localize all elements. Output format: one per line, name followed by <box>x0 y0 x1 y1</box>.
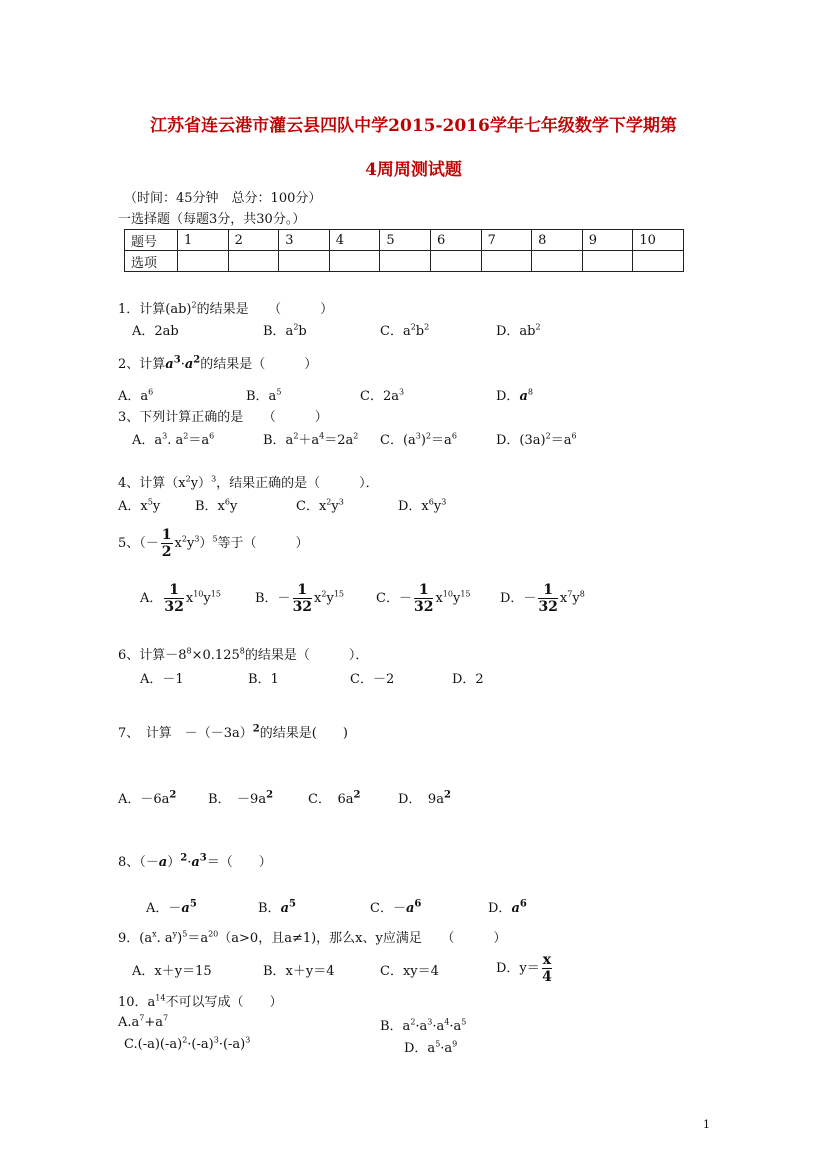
table-cell: 5 <box>380 230 431 251</box>
fraction: $\frac{x}{4}$ <box>542 952 552 985</box>
table-cell: 4 <box>329 230 380 251</box>
q2-option-d: D．$a^8$ <box>496 387 533 404</box>
q4-option-b: B．$x^6y$ <box>195 497 238 514</box>
fraction: $\frac{1}{32}$ <box>413 582 434 615</box>
q9-option-d: D．y＝ $\frac{x}{4}$ <box>496 952 552 985</box>
table-cell: 1 <box>178 230 229 251</box>
q2-option-c: C．$2a^3$ <box>360 387 405 404</box>
q7-option-a: A．$-6a^2$ <box>118 789 177 807</box>
q2-option-b: B．$a^5$ <box>246 387 282 404</box>
q8-option-b: B．$a^5$ <box>258 898 296 916</box>
table-cell: 2 <box>228 230 279 251</box>
answer-cell[interactable] <box>633 251 684 272</box>
q3-option-c: C．$(a^3)^2=a^6$ <box>380 431 457 448</box>
question-4: 4、计算$(x^2y)^3$，结果正确的是（ ）． <box>118 474 379 491</box>
question-8: 8、$(-a)^2\cdot a^3=$（ ） <box>118 852 272 870</box>
question-5: 5、（－ $\frac{1}{2}$ $x^2y^3)^5$等于（ ） <box>118 527 309 560</box>
q3-option-a: A．$a^3$. $a^2=a^6$ <box>132 431 215 448</box>
q1-option-d: D．$ab^2$ <box>496 322 541 339</box>
q7-option-b: B． $-9a^2$ <box>208 789 274 807</box>
table-row <box>125 230 684 251</box>
q6-option-d: D．2 <box>452 672 484 687</box>
answer-cell[interactable] <box>481 251 532 272</box>
question-2: 2、计算$a^3\cdot a^2$的结果是（ ） <box>118 354 318 372</box>
question-9: 9．($a^x$. $a^y)^5=a^{20}(a>0$，且a≠1)，那么x、y应满足 （ ） <box>118 929 507 946</box>
q5-option-b: B．－ $\frac{1}{32}$ $x^2y^{15}$ <box>255 582 345 615</box>
q10-option-d: D．$a^5\cdot a^9$ <box>404 1039 458 1056</box>
q1-option-a: A．2ab <box>132 324 179 339</box>
q4-option-c: C．$x^2y^3$ <box>296 497 344 514</box>
q5-option-d: D．－ $\frac{1}{32}$ $x^7y^8$ <box>500 582 585 615</box>
table-cell: 10 <box>633 230 684 251</box>
table-cell: 选项 <box>125 251 178 272</box>
section-heading: 一选择题（每题3分，共30分。） <box>118 212 306 227</box>
q2-option-a: A．$a^6$ <box>118 387 154 404</box>
question-7: 7、 计算 $-(-3a)^2$的结果是( ) <box>118 723 348 741</box>
answer-cell[interactable] <box>279 251 330 272</box>
q9-option-b: B．x＋y＝4 <box>263 964 335 979</box>
q7-option-d: D． $9a^2$ <box>398 789 451 807</box>
answer-cell[interactable] <box>430 251 481 272</box>
table-row <box>125 251 684 272</box>
q1-option-c: C．$a^2b^2$ <box>380 322 430 339</box>
answer-table <box>124 229 684 272</box>
q1-option-b: B．$a^2b$ <box>263 322 307 339</box>
q3-option-b: B．$a^2+a^4=2a^2$ <box>263 431 359 448</box>
q5-option-a: A． $\frac{1}{32}$ $x^{10}y^{15}$ <box>140 582 221 615</box>
answer-cell[interactable] <box>178 251 229 272</box>
answer-cell[interactable] <box>582 251 633 272</box>
fraction: $\frac{1}{32}$ <box>292 582 313 615</box>
table-cell: 题号 <box>125 230 178 251</box>
q4-option-d: D．$x^6y^3$ <box>398 497 447 514</box>
q8-option-a: A．$-a^5$ <box>146 898 197 916</box>
q6-option-a: A．－1 <box>140 672 184 687</box>
q10-option-b: B．$a^2\cdot a^3\cdot a^4\cdot a^5$ <box>380 1017 467 1034</box>
q6-option-b: B．1 <box>248 672 279 687</box>
q8-option-d: D．$a^6$ <box>488 898 527 916</box>
answer-cell[interactable] <box>532 251 583 272</box>
q5-option-c: C．－ $\frac{1}{32}$ $x^{10}y^{15}$ <box>376 582 471 615</box>
answer-cell[interactable] <box>329 251 380 272</box>
q10-option-a: $A.a^7+a^7$ <box>118 1013 169 1030</box>
answer-cell[interactable] <box>228 251 279 272</box>
q7-option-c: C． $6a^2$ <box>308 789 361 807</box>
q4-option-a: A．$x^5y$ <box>118 497 161 514</box>
answer-cell[interactable] <box>380 251 431 272</box>
table-cell: 6 <box>430 230 481 251</box>
q3-option-d: D．$(3a)^2=a^6$ <box>496 431 577 448</box>
question-3: 3、下列计算正确的是 （ ） <box>118 410 328 425</box>
q6-option-c: C．－2 <box>350 672 395 687</box>
question-10: 10．$a^{14}$不可以写成（ ） <box>118 993 283 1010</box>
q9-option-c: C．xy＝4 <box>380 964 439 979</box>
fraction: $\frac{1}{32}$ <box>164 582 184 615</box>
fraction: $\frac{1}{2}$ <box>161 527 172 560</box>
question-1: 1．计算(ab)$^2$的结果是 （ ） <box>118 300 334 317</box>
fraction: $\frac{1}{32}$ <box>538 582 558 615</box>
page-title-line2: 4周周测试题 <box>365 160 462 180</box>
table-cell: 8 <box>532 230 583 251</box>
question-6: 6、计算$-8^8\times 0.125^8$的结果是（ ）． <box>118 646 369 663</box>
table-cell: 3 <box>279 230 330 251</box>
page-number: 1 <box>703 1118 710 1131</box>
page-title: 江苏省连云港市灌云县四队中学2015-2016学年七年级数学下学期第 <box>150 116 677 136</box>
q9-option-a: A．x＋y＝15 <box>132 964 212 979</box>
exam-info: （时间：45分钟 总分：100分） <box>124 191 322 206</box>
table-cell: 7 <box>481 230 532 251</box>
q8-option-c: C．$-a^6$ <box>370 898 422 916</box>
table-cell: 9 <box>582 230 633 251</box>
q10-option-c: $C.(-a)(-a)^2\cdot(-a)^3\cdot(-a)^3$ <box>124 1035 251 1052</box>
